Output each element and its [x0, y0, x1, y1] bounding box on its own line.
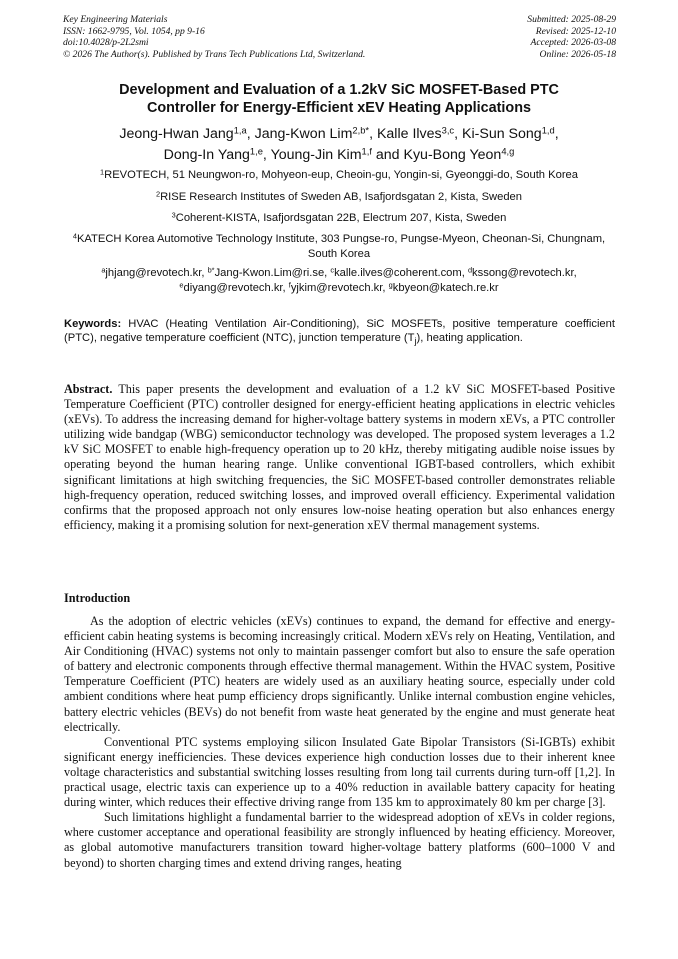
- accepted-date: Accepted: 2026-03-08: [530, 37, 616, 49]
- affiliation-4: $^4$KATECH Korea Automotive Technology Institute, 303 Pungse-ro, Pungse-Myeon, Cheonan-Si, Chungnam, South Korea: [72, 231, 606, 260]
- keywords-text: HVAC (Heating Ventilation Air-Conditioning), SiC MOSFETs, positive temperature coefficient (PTC), negative temperature coefficient (NTC), junction temperature (T: [64, 318, 615, 344]
- author-name: Ki-Sun Song: [462, 126, 542, 142]
- section-heading-introduction: Introduction: [64, 591, 131, 605]
- author-sup: 2,b*: [352, 125, 370, 136]
- copyright-line: © 2026 The Author(s). Published by Trans Tech Publications Ltd, Switzerland.: [63, 48, 366, 60]
- email-link[interactable]: yjkim@revotech.kr: [290, 282, 383, 294]
- author-sup: 4,g: [501, 146, 515, 157]
- author-sup: 1,f: [361, 146, 372, 157]
- author-line-1: Jeong-Hwan Jang$^{1,a}$, Jang-Kwon Lim$^{2,b*}$, Kalle Ilves$^{3,c}$, Ki-Sun Song$^{1,d}$,: [119, 125, 559, 142]
- revised-date: Revised: 2025-12-10: [535, 25, 616, 37]
- author-name: Young-Jin Kim: [270, 147, 362, 163]
- email-link[interactable]: kalle.ilves@coherent.com: [334, 267, 462, 279]
- submitted-date: Submitted: 2025-08-29: [527, 14, 616, 25]
- author-list: [40, 124, 638, 166]
- email-link[interactable]: jhjang@revotech.kr: [105, 267, 202, 279]
- journal-name: Key Engineering Materials: [63, 14, 168, 25]
- doi-line[interactable]: doi:10.4028/p-2L2smi: [63, 37, 149, 49]
- email-link[interactable]: kbyeon@katech.re.kr: [392, 282, 499, 294]
- author-sup: 1,a: [233, 125, 247, 136]
- author-name: Dong-In Yang: [163, 147, 250, 163]
- paper-title: [40, 81, 638, 117]
- email-link[interactable]: kssong@revotech.kr: [472, 267, 574, 279]
- affiliation-2: $^2$RISE Research Institutes of Sweden AB, Isafjordsgatan 2, Kista, Sweden: [155, 189, 523, 203]
- keywords-label: Keywords:: [64, 318, 122, 330]
- author-line-2: Dong-In Yang$^{1,e}$, Young-Jin Kim$^{1,f}$ and Kyu-Bong Yeon$^{4,g}$: [163, 146, 515, 163]
- affiliation-3: $^3$Coherent-KISTA, Isafjordsgatan 22B, Electrum 207, Kista, Sweden: [171, 210, 507, 224]
- author-sup: 1,d: [541, 125, 555, 136]
- email-list: [40, 266, 638, 296]
- journal-header: [63, 14, 365, 60]
- title-line-1: Development and Evaluation of a 1.2kV SiC MOSFET-Based PTC: [119, 82, 559, 98]
- abstract-text: This paper presents the development and evaluation of a 1.2 kV SiC MOSFET-based Positive Temperature Coefficient (PTC) controller designed for energy-efficient heating applications in electric vehicles (xEVs). To address the increasing demand for higher-voltage battery systems in modern xEVs, a PTC controller utilizing wide bandgap (WBG) semiconductor technology was developed. The proposed system leverages a 1.2 kV SiC MOSFET to enable high-frequency operation up to 20 kHz, thereby mitigating audible noise issues by operating beyond the human hearing range. Unlike conventional IGBT-based controllers, which exhibit significant limitations at high switching frequencies, the SiC MOSFET-based controller demonstrates reliable high-frequency operation, reduced switching losses, and improved overall efficiency. Experimental validation confirms that the proposed approach not only ensures low-noise heating operation but also enhances energy efficiency, making it a promising solution for next-generation xEV thermal management systems.: [64, 382, 615, 532]
- email-line-2: $^e$diyang@revotech.kr, $^f$yjkim@revotech.kr, $^g$kbyeon@katech.re.kr: [179, 280, 499, 294]
- body-paragraph: As the adoption of electric vehicles (xEVs) continues to expand, the demand for effective and energy-efficient cabin heating systems is becoming increasingly critical. Modern xEVs rely on Heating, Ventilation, and Air Conditioning (HVAC) systems not only to maintain passenger comfort but also to ensure the safe operation of battery and electronic components through effective thermal management. Within the HVAC system, Positive Temperature Coefficient (PTC) heaters are widely used as an auxiliary heating source, especially under cold ambient conditions where heat pump efficiency drops significantly. Unlike internal combustion engine vehicles, battery electric vehicles (BEVs) do not benefit from waste heat generated by the engine and must generate heat electrically.: [64, 614, 615, 734]
- body-paragraph: Such limitations highlight a fundamental barrier to the widespread adoption of xEVs in colder regions, where customer acceptance and operational feasibility are strongly influenced by heating efficiency. Moreover, as global automotive manufacturers transition toward higher-voltage battery platforms (600–1000 V and beyond) to shorten charging times and extend driving ranges, heating: [64, 810, 615, 870]
- author-name: Kyu-Bong Yeon: [403, 147, 502, 163]
- introduction-body: [64, 614, 615, 871]
- title-line-2: Controller for Energy-Efficient xEV Heating Applications: [146, 100, 532, 116]
- email-link[interactable]: Jang-Kwon.Lim@ri.se: [214, 267, 325, 279]
- keywords-block: Keywords: HVAC (Heating Ventilation Air-Conditioning), SiC MOSFETs, positive temperature coefficient (PTC), negative temperature coefficient (NTC), junction temperature $(T_j)$, heating application.: [64, 318, 615, 347]
- author-name: Jang-Kwon Lim: [254, 126, 353, 142]
- author-sup: 3,c: [441, 125, 455, 136]
- dates-header: [527, 14, 616, 60]
- email-line-1: $^a$jhjang@revotech.kr, $^{b*}$Jang-Kwon.Lim@ri.se, $^c$kalle.ilves@coherent.com, $^d$kssong@revotech.kr,: [101, 265, 577, 279]
- author-name: Jeong-Hwan Jang: [119, 126, 234, 142]
- email-link[interactable]: diyang@revotech.kr: [183, 282, 283, 294]
- author-sup: 1,e: [249, 146, 263, 157]
- body-paragraph: Conventional PTC systems employing silicon Insulated Gate Bipolar Transistors (Si-IGBTs) exhibit significant energy inefficiencies. These devices experience high conduction losses due to their inherent knee voltage characteristics and substantial switching losses resulting from long tail currents during turn-off [1,2]. In practical usage, electric taxis can experience up to a 40% reduction in available battery capacity for heating during winter, which reduces their effective driving range from 135 km to approximately 80 km per charge [3].: [64, 734, 615, 810]
- online-date: Online: 2026-05-18: [539, 48, 616, 60]
- issn-line: ISSN: 1662-9795, Vol. 1054, pp 9-16: [63, 25, 205, 37]
- affiliation-1: $^1$REVOTECH, 51 Neungwon-ro, Mohyeon-eup, Cheoin-gu, Yongin-si, Gyeonggi-do, South Korea: [100, 167, 578, 181]
- abstract-label: Abstract.: [64, 382, 113, 396]
- abstract-block: [64, 382, 615, 533]
- author-name: Kalle Ilves: [376, 126, 442, 142]
